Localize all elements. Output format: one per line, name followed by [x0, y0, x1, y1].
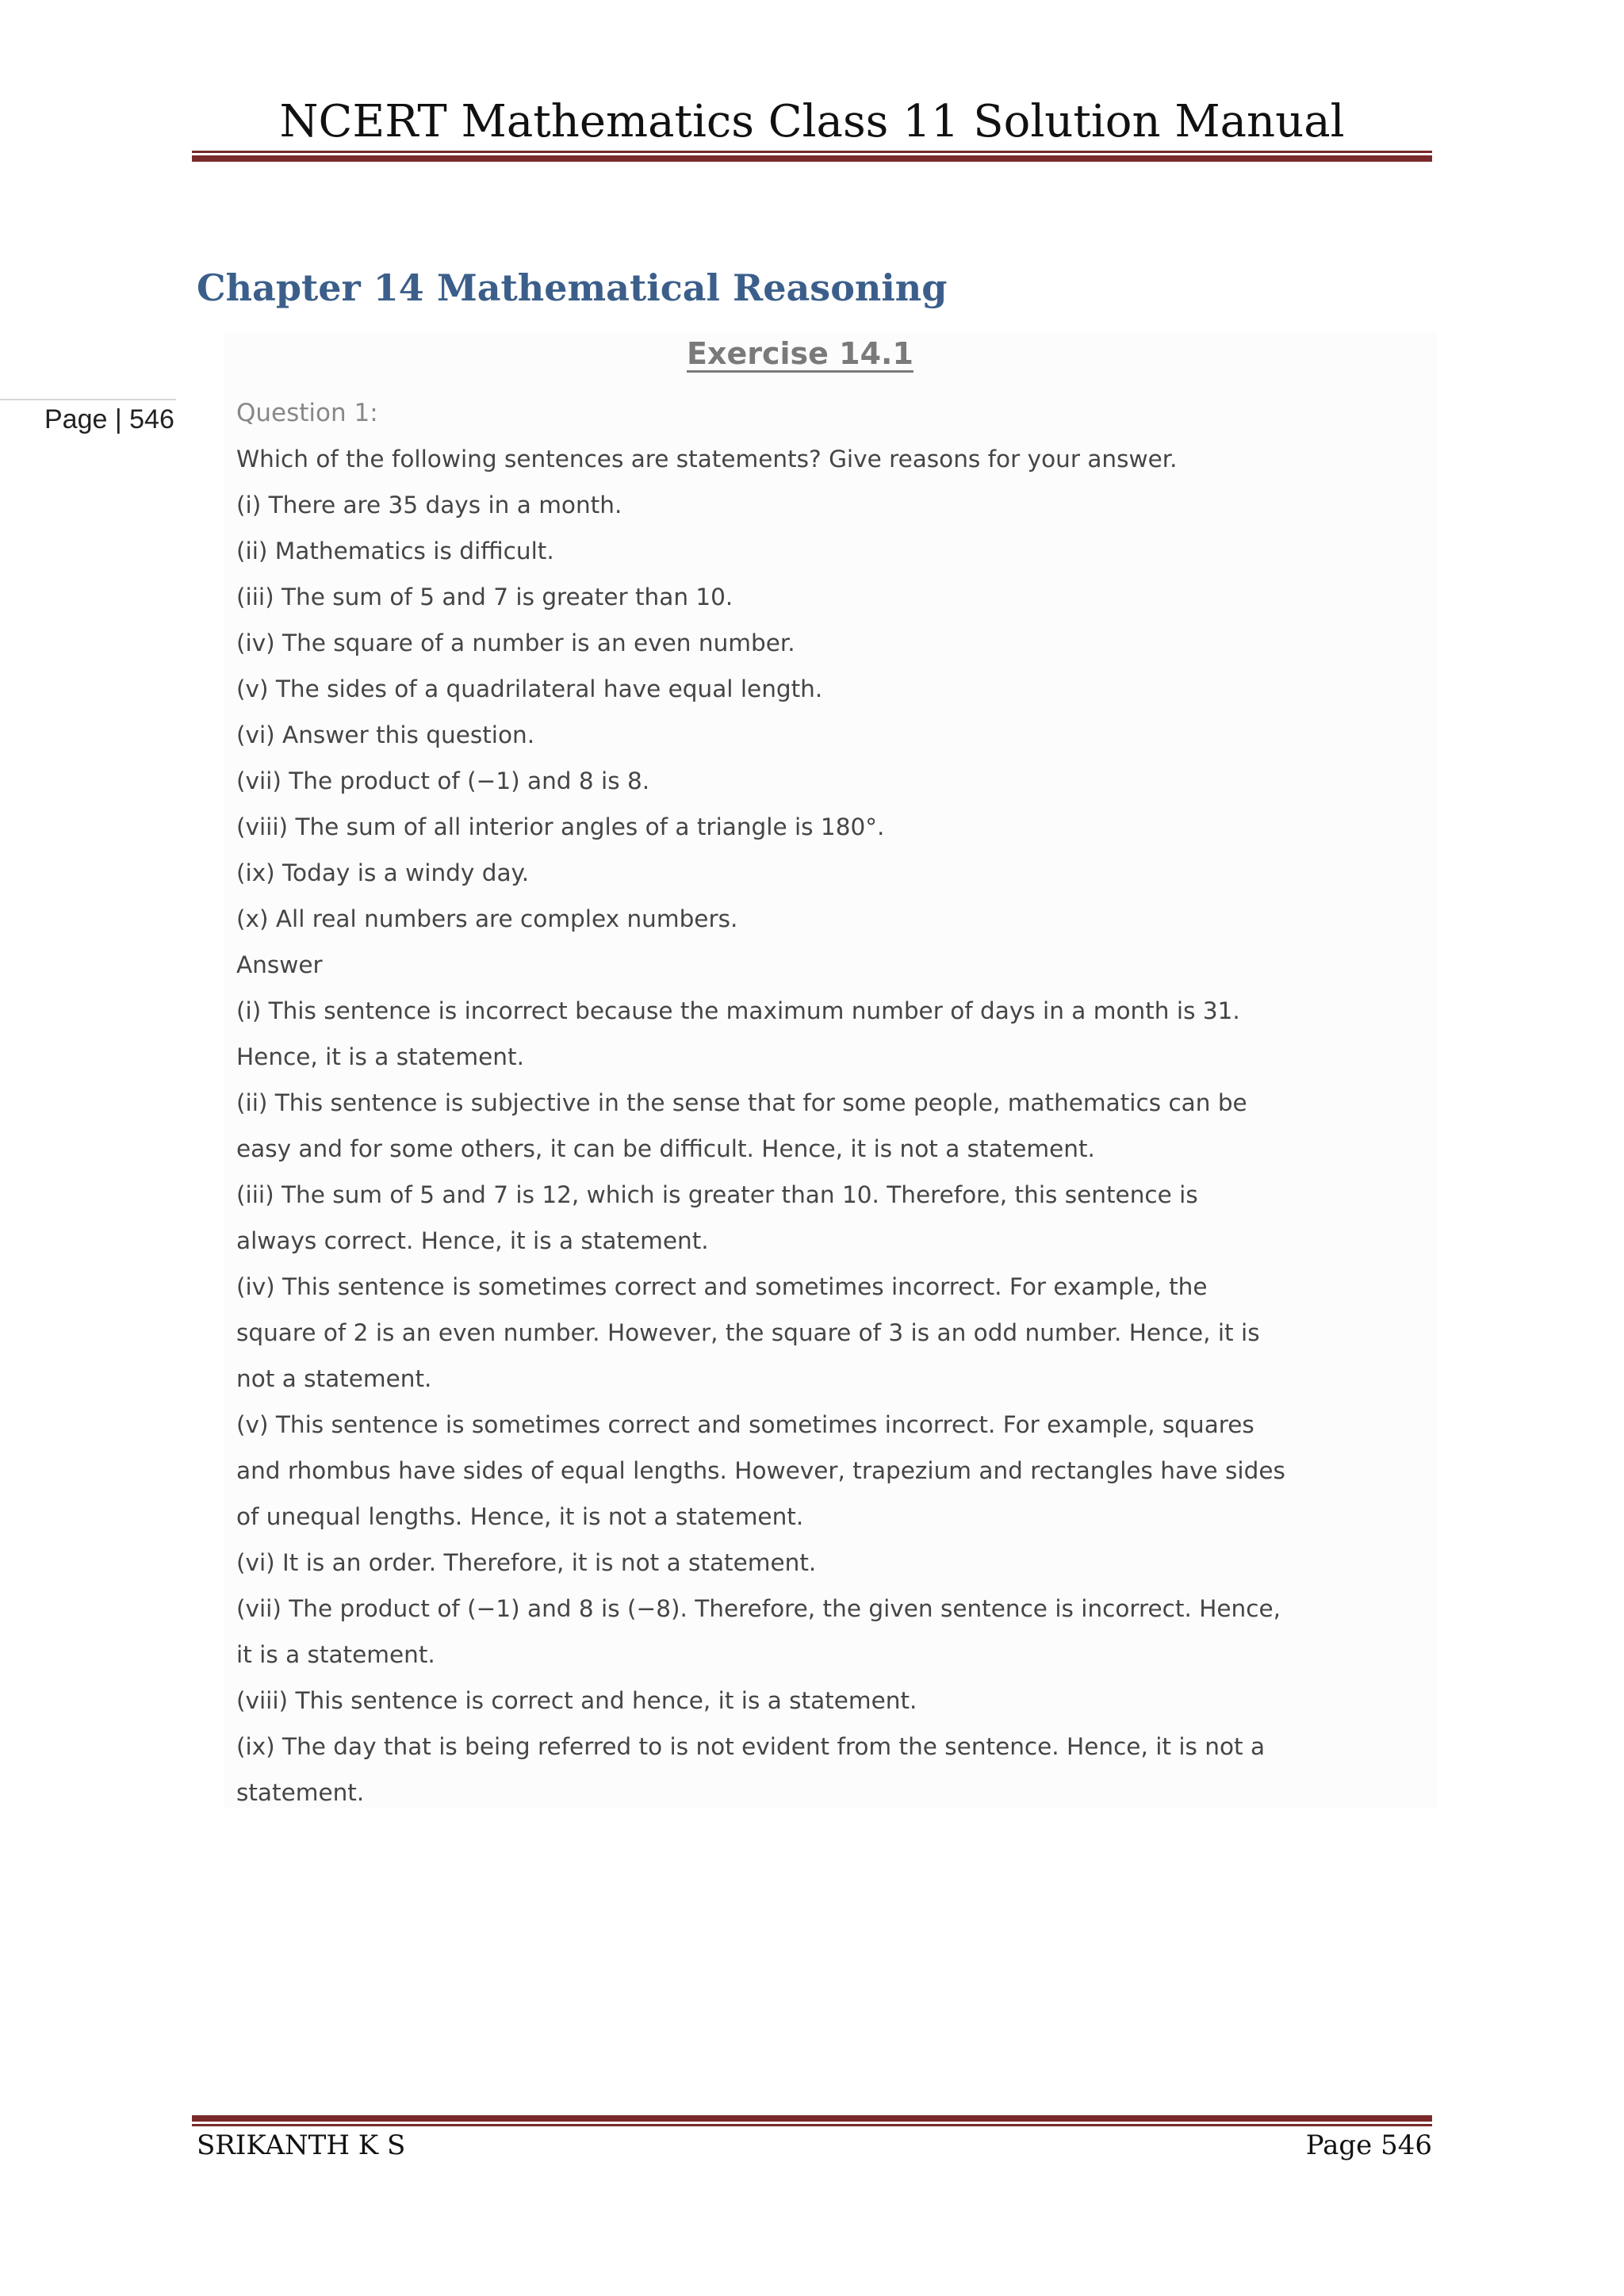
text-line: not a statement.: [236, 1365, 432, 1392]
page-header-title: NCERT Mathematics Class 11 Solution Manual: [279, 96, 1345, 147]
text-line: (ix) The day that is being referred to is not evident from the sentence. Hence, it is not a: [236, 1733, 1266, 1760]
text-line: (v) The sides of a quadrilateral have equal length.: [236, 675, 823, 702]
text-line: (i) There are 35 days in a month.: [236, 492, 622, 519]
exercise-title: Exercise 14.1: [687, 336, 914, 371]
header-rule-thin: [192, 151, 1432, 153]
text-line: (vi) Answer this question.: [236, 721, 535, 748]
header-rule-thick: [192, 155, 1432, 162]
text-line: always correct. Hence, it is a statement.: [236, 1227, 709, 1254]
text-lines: [236, 436, 1410, 1816]
footer-page-number: Page 546: [1305, 2130, 1432, 2161]
text-line: (vii) The product of (−1) and 8 is 8.: [236, 767, 650, 794]
text-line: and rhombus have sides of equal lengths. However, trapezium and rectangles have sides: [236, 1457, 1285, 1484]
text-line: Which of the following sentences are statements? Give reasons for your answer.: [236, 446, 1178, 473]
text-line: (ii) Mathematics is difficult.: [236, 538, 554, 564]
text-line: Answer: [236, 951, 323, 978]
text-line: (ix) Today is a windy day.: [236, 859, 530, 886]
footer-rule-thick: [192, 2115, 1432, 2122]
footer-author: SRIKANTH K S: [197, 2130, 406, 2161]
chapter-title: Chapter 14 Mathematical Reasoning: [197, 266, 948, 309]
exercise-content: [236, 390, 1410, 1816]
text-line: (vi) It is an order. Therefore, it is not a statement.: [236, 1549, 817, 1576]
text-line: (iii) The sum of 5 and 7 is 12, which is greater than 10. Therefore, this sentence is: [236, 1181, 1198, 1208]
margin-page-number: Page | 546: [44, 404, 174, 434]
footer-rule-thin: [192, 2124, 1432, 2126]
text-line: (ii) This sentence is subjective in the sense that for some people, mathematics can be: [236, 1089, 1247, 1116]
text-line: (viii) The sum of all interior angles of a triangle is 180°.: [236, 813, 885, 840]
text-line: (i) This sentence is incorrect because the maximum number of days in a month is 31.: [236, 997, 1240, 1024]
text-line: square of 2 is an even number. However, the square of 3 is an odd number. Hence, it is: [236, 1319, 1260, 1346]
text-line: Hence, it is a statement.: [236, 1043, 524, 1070]
text-line: (iv) This sentence is sometimes correct and sometimes incorrect. For example, the: [236, 1273, 1208, 1300]
text-line: statement.: [236, 1779, 365, 1806]
text-line: (x) All real numbers are complex numbers.: [236, 905, 738, 932]
text-line: of unequal lengths. Hence, it is not a statement.: [236, 1503, 804, 1530]
text-line: (viii) This sentence is correct and hence, it is a statement.: [236, 1687, 917, 1714]
text-line: (iii) The sum of 5 and 7 is greater than 10.: [236, 584, 733, 610]
margin-divider: [0, 399, 176, 400]
text-line: easy and for some others, it can be difficult. Hence, it is not a statement.: [236, 1135, 1095, 1162]
text-line: (vii) The product of (−1) and 8 is (−8). Therefore, the given sentence is incorrect. Hence,: [236, 1595, 1281, 1622]
text-line: (v) This sentence is sometimes correct and sometimes incorrect. For example, squares: [236, 1411, 1254, 1438]
text-line: it is a statement.: [236, 1641, 435, 1668]
text-line: (iv) The square of a number is an even number.: [236, 629, 795, 656]
question-label: Question 1:: [236, 399, 378, 427]
